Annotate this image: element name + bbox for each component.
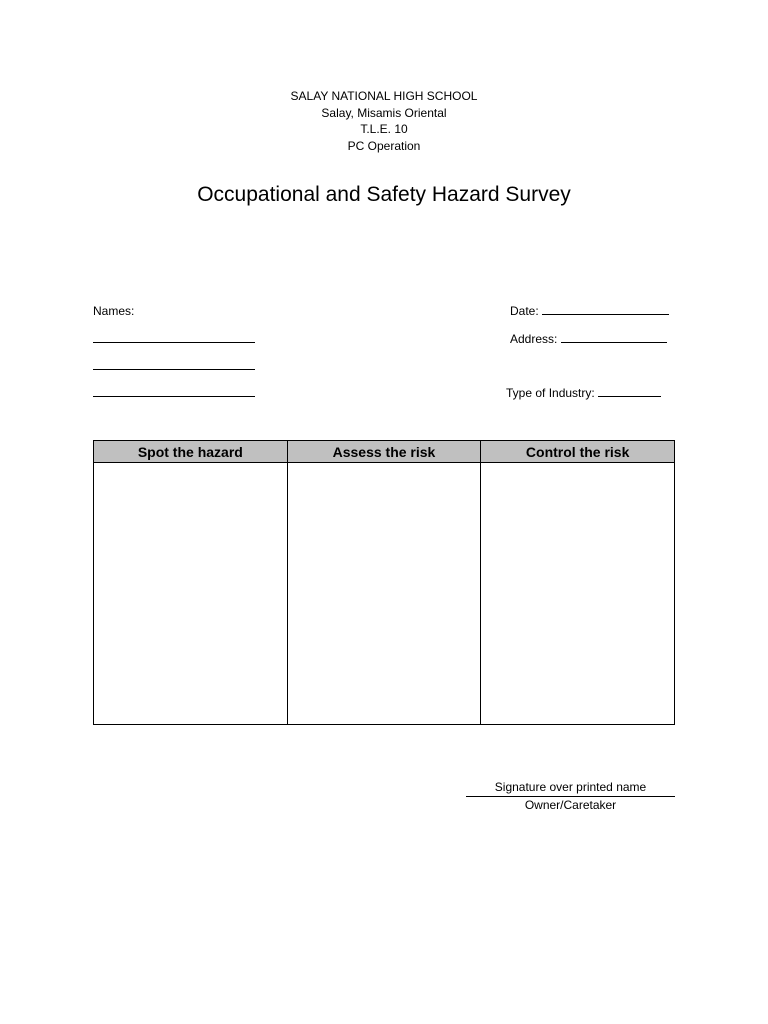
hazard-table <box>93 440 675 725</box>
table-row <box>94 463 675 725</box>
address-label: Address: <box>510 332 558 346</box>
names-field <box>93 303 134 319</box>
signature-label: Signature over printed name <box>494 780 647 794</box>
name-blank-3[interactable] <box>93 385 255 401</box>
industry-blank[interactable] <box>598 385 661 397</box>
name-blank-1[interactable] <box>93 331 255 347</box>
assess-risk-cell[interactable] <box>287 463 481 725</box>
address-field[interactable] <box>510 331 667 347</box>
industry-field[interactable] <box>506 385 661 401</box>
date-blank[interactable] <box>542 303 669 315</box>
industry-label: Type of Industry: <box>506 386 595 400</box>
signature-role: Owner/Caretaker <box>524 798 617 812</box>
subject-code: T.L.E. 10 <box>360 122 408 136</box>
form-title: Occupational and Safety Hazard Survey <box>197 183 571 206</box>
column-assess-the-risk: Assess the risk <box>287 441 481 463</box>
school-header <box>0 88 768 154</box>
school-location: Salay, Misamis Oriental <box>321 105 447 120</box>
table-header-row <box>94 441 675 463</box>
spot-hazard-cell[interactable] <box>94 463 288 725</box>
names-label: Names: <box>93 304 135 318</box>
column-control-the-risk: Control the risk <box>481 441 675 463</box>
signature-block <box>466 779 675 813</box>
date-field[interactable] <box>510 303 669 319</box>
signature-line[interactable] <box>466 779 675 797</box>
name-blank-2[interactable] <box>93 358 255 374</box>
school-name: SALAY NATIONAL HIGH SCHOOL <box>290 89 478 103</box>
column-spot-the-hazard: Spot the hazard <box>94 441 288 463</box>
address-blank[interactable] <box>561 331 667 343</box>
course-name: PC Operation <box>347 138 421 153</box>
date-label: Date: <box>510 304 539 318</box>
control-risk-cell[interactable] <box>481 463 675 725</box>
